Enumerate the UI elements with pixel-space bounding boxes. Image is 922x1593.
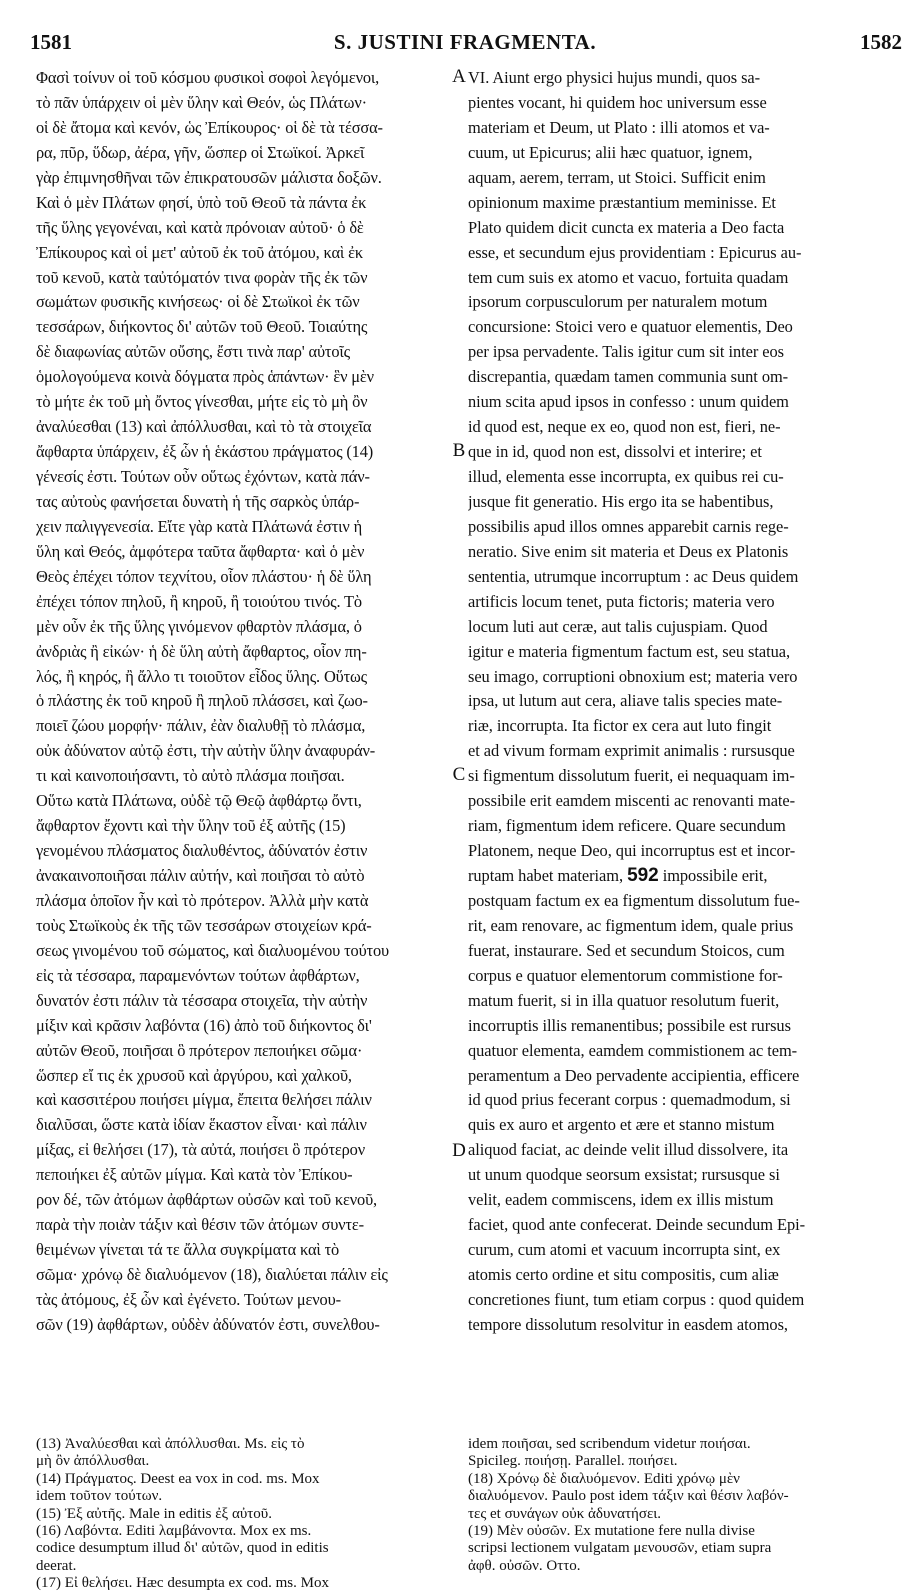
text-line: γενομένου πλάσματος διαλυθέντος, ἀδύνατόν ἐστιν [36, 841, 368, 861]
footnote-line: (19) Μὲν οὐσῶν. Ex mutatione fere nulla divise [468, 1522, 755, 1539]
text-line: concretiones fiunt, tum etiam corpus : quod quidem [468, 1289, 805, 1309]
text-line: concursione: Stoici vero e quatuor elementis, Deo [468, 317, 793, 337]
text-line: γένεσίς ἐστι. Τούτων οὖν οὕτως ἐχόντων, κατὰ πάν- [36, 467, 370, 486]
text-line: τας αὐτοὺς φανήσεται δυνατὴ ἡ τῆς σαρκὸς ὑπάρ- [36, 491, 360, 511]
text-line: id quod est, neque ex eo, quod non est, fieri, ne- [468, 417, 781, 437]
text-line: possibilis apud illos omnes apparebit carnis rege- [468, 516, 789, 536]
text-line: peramentum a Deo pervadente accipientia, efficere [468, 1065, 800, 1085]
text-line: ἀναλύεσθαι (13) καὶ ἀπόλλυσθαι, καὶ τὸ τὰ στοιχεῖα [36, 417, 372, 437]
margin-marker-d: D [452, 1140, 466, 1161]
text-line: fuerat, instaurare. Sed et secundum Stoicos, cum [468, 940, 785, 960]
text-line: et ad vivum formam exprimit animalis : rursusque [468, 741, 795, 761]
text-line: jusque fit generatio. His ergo ita se habentibus, [468, 491, 774, 511]
text-line: possibile erit eamdem miscenti ac renovanti mate- [468, 791, 796, 811]
text-line: faciet, quod ante confecerat. Deinde secundum Epi- [468, 1215, 805, 1235]
text-line: pientes vocant, hi quidem hoc universum esse [468, 92, 767, 112]
text-line: ipsa, ut lutum aut cera, aliave talis species mate- [468, 691, 783, 711]
text-line: tem cum suis ex atomo et vacuo, fortuita quadam [468, 267, 789, 287]
text-line: παρὰ τὴν ποιὰν τάξιν καὶ θέσιν τῶν ἀτόμων συντε- [36, 1215, 364, 1235]
text-line: materiam et Deum, ut Plato : illi atomos et va- [468, 117, 770, 137]
text-line: riam, figmentum idem reficere. Quare secundum [468, 816, 786, 836]
text-line: nium scita apud ipsos in confesso : unum quidem [468, 392, 789, 412]
text-fragment: impossibile erit, [662, 866, 768, 885]
greek-text-column [36, 66, 450, 1338]
text-line: ἀνακαινοποιῆσαι πάλιν αὐτήν, καὶ ποιῆσαι τὸ αὐτὸ [36, 866, 365, 885]
footnote-line: idem ποιῆσαι, sed scribendum videtur ποιήσαι. [468, 1436, 751, 1452]
text-line: discrepantia, quædam tamen communia sunt om- [468, 367, 789, 387]
text-line: aquam, aerem, terram, ut Stoici. Sufficit enim [468, 167, 766, 187]
text-line: αὐτῶν Θεοῦ, ποιῆσαι ὃ πρότερον πεποιήκει σῶμα· [36, 1040, 363, 1060]
text-line: ἄφθαρτον ἔχοντι καὶ τὴν ὕλην τοῦ ἐξ αὐτῆς (15) [36, 816, 346, 836]
text-line: illud, elementa esse incorrupta, ex quibus rei cu- [468, 467, 784, 486]
text-line: γὰρ ἐπιμνησθῆναι τῶν ἐπικρατουσῶν μάλιστα δοξῶν. [36, 167, 382, 187]
text-line: σεως γινομένου τοῦ σώματος, καὶ διαλυομένου τούτου [36, 940, 389, 960]
footnote-line: ἀφθ. οὐσῶν. Οττο. [468, 1557, 581, 1574]
text-line: Οὕτω κατὰ Πλάτωνα, οὐδὲ τῷ Θεῷ ἀφθάρτῳ ὄντι, [36, 791, 362, 811]
text-line: id quod prius fecerant corpus : quemadmodum, si [468, 1090, 791, 1110]
text-line: Plato quidem dicit cuncta ex materia a Deo facta [468, 217, 785, 237]
text-line: διαλῦσαι, ὥστε κατὰ ἰδίαν ἕκαστον εἶναι· καὶ πάλιν [36, 1115, 367, 1135]
text-line: μὲν οὖν ἐκ τῆς ὕλης γινόμενον φθαρτὸν πλάσμα, ὁ [36, 616, 362, 636]
margin-marker-a: A [452, 66, 466, 87]
text-line: igitur e materia figmentum factum est, seu statua, [468, 641, 791, 661]
text-line: opinionum maxime præstantium meminisse. Et [468, 192, 776, 212]
text-line: τὸ πᾶν ὑπάρχειν οἱ μὲν ὕλην καὶ Θεόν, ὡς Πλάτων· [36, 92, 367, 112]
text-line: σῶμα· χρόνῳ δὲ διαλυόμενον (18), διαλύεται πάλιν εἰς [36, 1265, 388, 1284]
text-line: μίξιν καὶ κρᾶσιν λαβόντα (16) ἀπὸ τοῦ διήκοντος δι' [36, 1015, 372, 1035]
footnote-line: codice desumptum illud δι' αὐτῶν, quod in editis [36, 1540, 329, 1557]
text-line: θειμένων γίνεται τά τε ἄλλα συγκρίματα καὶ τὸ [36, 1240, 340, 1260]
page-number-left: 1581 [30, 30, 72, 54]
text-line: χειν παλιγγενεσία. Εἴτε γὰρ κατὰ Πλάτωνά ἐστιν ἡ [36, 516, 363, 536]
text-line: εἰς τὰ τέσσαρα, παραμενόντων τούτων ἀφθάρτων, [36, 965, 360, 985]
text-line: ρα, πῦρ, ὕδωρ, ἀέρα, γῆν, ὥσπερ οἱ Στωϊκοί. Ἀρκεῖ [36, 142, 365, 162]
text-fragment: ruptam habet materiam, [468, 866, 624, 885]
margin-marker-b: B [452, 440, 466, 461]
footnote-line: (17) Εἰ θελήσει. Hæc desumpta ex cod. ms. Mox [36, 1575, 329, 1592]
text-line: τὸ μήτε ἐκ τοῦ μὴ ὄντος γίνεσθαι, μήτε εἰς τὸ μὴ ὂν [36, 392, 368, 412]
page-number-right: 1582 [860, 30, 902, 54]
text-line: quatuor elementa, eamdem commistionem ac tem- [468, 1040, 798, 1060]
text-line: artificis locum tenet, puta fictoris; materia vero [468, 591, 775, 611]
text-line: πεποιήκει ἐξ αὐτῶν μίγμα. Καὶ κατὰ τὸν Ἐπίκου- [36, 1165, 353, 1185]
text-line: sententia, utrumque incorruptum : ac Deus quidem [468, 566, 799, 586]
text-line: ρον δέ, τῶν ἀτόμων ἀφθάρτων οὐσῶν καὶ τοῦ κενοῦ, [36, 1190, 377, 1210]
text-line: ὁμολογούμενα κοινὰ δόγματα πρὸς ἁπάντων· ἓν μὲν [36, 367, 374, 387]
text-line: δυνατόν ἐστι πάλιν τὰ τέσσαρα στοιχεῖα, τὴν αὐτὴν [36, 990, 368, 1010]
text-line: si figmentum dissolutum fuerit, ei nequaquam im- [468, 766, 795, 786]
text-line: tempore dissolutum resolvitur in easdem atomos, [468, 1314, 788, 1334]
text-line: ποιεῖ ζώου μορφήν· πάλιν, ἐὰν διαλυθῇ τὸ πλάσμα, [36, 716, 366, 736]
footnote-line: (16) Λαβόντα. Editi λαμβάνοντα. Mox ex ms. [36, 1522, 312, 1539]
text-line: καὶ κασσιτέρου ποιήσει μίγμα, ἔπειτα θελήσει πάλιν [36, 1090, 372, 1110]
latin-text-column [468, 66, 908, 1338]
text-line: Θεὸς ἐπέχει τόπον τεχνίτου, οἷον πλάστου· ἡ δὲ ὕλη [36, 566, 372, 586]
text-line: οὐκ ἀδύνατον αὐτῷ ἐστι, τὴν αὐτὴν ὕλην ἀναφυράν- [36, 741, 376, 761]
text-line: atomis certo ordine et situ compositis, cum aliæ [468, 1265, 779, 1284]
footnote-line: idem τοῦτον τούτων. [36, 1488, 163, 1505]
text-line: Καὶ ὁ μὲν Πλάτων φησί, ὑπὸ τοῦ Θεοῦ τὰ πάντα ἐκ [36, 192, 367, 212]
text-line: aliquod faciat, ac deinde velit illud dissolvere, ita [468, 1140, 789, 1160]
text-line: ἄφθαρτα ὑπάρχειν, ἐξ ὧν ἡ ἑκάστου πράγματος (14) [36, 442, 374, 462]
text-line: postquam factum ex ea figmentum dissolutum fue- [468, 890, 800, 910]
text-line: incorruptis illis remanentibus; possibile est rursus [468, 1015, 791, 1035]
text-line: matum fuerit, si in illa quatuor resolutum fuerit, [468, 990, 780, 1010]
footnote-line: (13) Ἀναλύεσθαι καὶ ἀπόλλυσθαι. Ms. εἰς τὸ [36, 1436, 305, 1452]
text-line: neratio. Sive enim sit materia et Deus ex Platonis [468, 541, 789, 561]
text-line: τεσσάρων, διήκοντος δι' αὐτῶν τοῦ Θεοῦ. Τοιαύτης [36, 317, 368, 337]
footnote-line: Spicileg. ποιήσῃ. Parallel. ποιήσει. [468, 1453, 678, 1470]
text-line: ipsorum corpusculorum per naturalem motum [468, 292, 768, 312]
text-line: λός, ἢ κηρός, ἢ ἄλλο τι τοιοῦτον εἶδος ὕλης. Οὕτως [36, 666, 368, 686]
text-line: οἱ δὲ ἄτομα καὶ κενόν, ὡς Ἐπίκουρος· οἱ δὲ τὰ τέσσα- [36, 117, 383, 137]
text-line: τοὺς Στωϊκοὺς ἐκ τῆς τῶν τεσσάρων στοιχείων κρά- [36, 915, 372, 935]
text-line: ut unum quodque seorsum exsistat; rursusque si [468, 1165, 780, 1185]
text-line: Platonem, neque Deo, qui incorruptus est et incor- [468, 841, 796, 861]
footnote-line: διαλυόμενον. Paulo post idem τάξιν καὶ θέσιν λαβόν- [468, 1488, 789, 1505]
running-title: S. JUSTINI FRAGMENTA. [333, 30, 597, 54]
text-line: curum, cum atomi et vacuum incorrupta sint, ex [468, 1240, 781, 1260]
text-line: que in id, quod non est, dissolvi et interire; et [468, 442, 762, 462]
text-line: rit, eam renovare, ac figmentum idem, quale prius [468, 915, 794, 935]
margin-marker-c: C [452, 764, 466, 785]
text-line: τοῦ κενοῦ, κατὰ ταὐτόματόν τινα φορὰν τῆς ἐκ τῶν [36, 267, 368, 287]
text-line: esse, et secundum ejus providentiam : Epicurus au- [468, 242, 802, 262]
text-line: per ipsa pervadente. Talis igitur cum sit inter eos [468, 342, 784, 362]
footnote-line: (14) Πράγματος. Deest ea vox in cod. ms. Mox [36, 1470, 320, 1487]
text-line [468, 864, 908, 889]
footnote-line: μὴ ὂν ἀπόλλυσθαι. [36, 1453, 150, 1470]
text-line: VI. Aiunt ergo physici hujus mundi, quos sa- [468, 68, 761, 87]
text-line: τὰς ἀτόμους, ἐξ ὧν καὶ ἐγένετο. Τούτων μενου- [36, 1289, 341, 1309]
text-line: velit, eadem commiscens, idem ex illis mistum [468, 1190, 774, 1210]
text-line: Ἐπίκουρος καὶ οἱ μετ' αὐτοῦ ἐκ τοῦ ἀτόμου, καὶ ἐκ [36, 242, 363, 262]
footnote-line: scripsi lectionem vulgatam μενουσῶν, etiam supra [468, 1540, 772, 1557]
text-line: ὥσπερ εἴ τις ἐκ χρυσοῦ καὶ ἀργύρου, καὶ χαλκοῦ, [36, 1065, 352, 1085]
text-line: seu imago, corruptioni obnoxium est; materia vero [468, 666, 798, 686]
text-line: ὁ πλάστης ἐκ τοῦ κηροῦ ἢ πηλοῦ πλάσσει, καὶ ζωο- [36, 691, 368, 711]
text-line: corpus e quatuor elementorum commistione for- [468, 965, 783, 985]
text-line: ἐπέχει τόπον πηλοῦ, ἢ κηροῦ, ἢ τοιούτου τινός. Τὸ [36, 591, 362, 611]
text-line: riæ, incorrupta. Ita fictor ex cera aut luto fingit [468, 716, 772, 736]
text-line: δὲ διαφωνίας αὐτῶν οὔσης, ἔστι τινὰ παρ' αὐτοῖς [36, 342, 350, 362]
text-line: ὕλη καὶ Θεός, ἀμφότερα ταῦτα ἄφθαρτα· καὶ ὁ μὲν [36, 541, 365, 561]
footnote-line: deerat. [36, 1557, 77, 1574]
text-line: quis ex auro et argento et ære et stanno mistum [468, 1115, 775, 1135]
text-line: Φασὶ τοίνυν οἱ τοῦ κόσμου φυσικοὶ σοφοὶ λεγόμενοι, [36, 68, 380, 87]
text-line: τῆς ὕλης γεγονέναι, καὶ κατὰ πρόνοιαν αὐτοῦ· ὁ δὲ [36, 217, 364, 237]
text-line: σῶν (19) ἀφθάρτων, οὐδὲν ἀδύνατόν ἐστι, συνελθου- [36, 1314, 380, 1334]
column-number: 592 [627, 865, 659, 886]
text-line: ἀνδριὰς ἢ εἰκών· ἡ δὲ ὕλη αὐτὴ ἄφθαρτος, οἷον πη- [36, 641, 367, 661]
text-line: τι καὶ καινοποιήσαντι, τὸ αὐτὸ πλάσμα ποιῆσαι. [36, 766, 345, 786]
footnote-line: (18) Χρόνῳ δὲ διαλυόμενον. Editi χρόνῳ μὲν [468, 1470, 740, 1487]
footnote-line: (15) Ἐξ αὐτῆς. Male in editis ἐξ αὐτοῦ. [36, 1505, 272, 1522]
footnotes-right [468, 1436, 908, 1575]
text-line: μίξας, εἰ θελήσει (17), τὰ αὐτά, ποιήσει ὃ πρότερον [36, 1140, 365, 1160]
text-line: σωμάτων φυσικῆς κινήσεως· οἱ δὲ Στωϊκοὶ ἐκ τῶν [36, 292, 360, 312]
text-line: cuum, ut Epicurus; alii hæc quatuor, ignem, [468, 142, 753, 162]
footnotes-left [36, 1436, 450, 1593]
footnote-line: τες et συνάγων οὐκ ἀδυνατήσει. [468, 1505, 662, 1522]
text-line: πλάσμα ὁποῖον ἦν καὶ τὸ πρότερον. Ἀλλὰ μὴν κατὰ [36, 890, 369, 910]
text-line: locum luti aut ceræ, aut talis cujuspiam. Quod [468, 616, 768, 636]
page-header [28, 30, 902, 60]
